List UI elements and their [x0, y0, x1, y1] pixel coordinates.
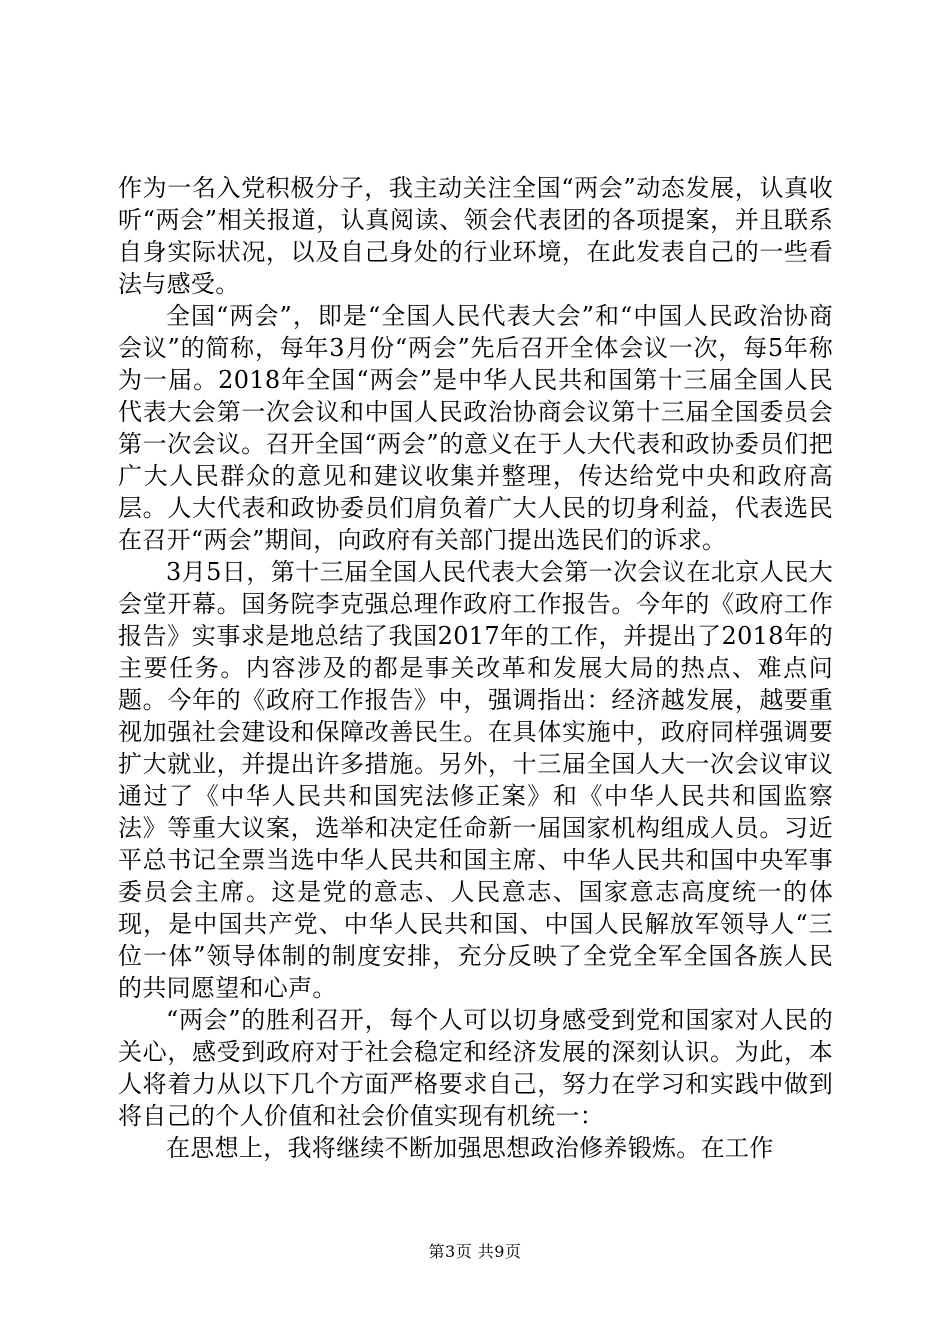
paragraph-ideology: 在思想上，我将继续不断加强思想政治修养锻炼。在工作 [166, 1134, 774, 1162]
page-number: 第3页 共9页 [428, 1242, 522, 1261]
page-footer [0, 1242, 950, 1262]
paragraph-two-sessions-definition: 全国“两会”，即是“全国人民代表大会”和“中国人民政治协商会议”的简称，每年3月份“两会”先后召开全体会议一次，每5年称为一届。2018年全国“两会”是中华人民共和国第十三届全国人民代表大会第一次会议和中国人民政治协商会议第十三届全国委员会第一次会议。召开全国“两会”的意义在于人大代表和政协委员们把广大人民群众的意见和建议收集并整理，传达给党中央和政府高层。人大代表和政协委员们肩负着广大人民的切身利益，代表选民在召开“两会”期间，向政府有关部门提出选民们的诉求。 [118, 302, 833, 554]
paragraph-intro: 作为一名入党积极分子，我主动关注全国“两会”动态发展，认真收听“两会”相关报道，认真阅读、领会代表团的各项提案，并且联系自身实际状况，以及自己身处的行业环境，在此发表自己的一些看法与感受。 [118, 174, 833, 298]
paragraph-government-report: 3月5日，第十三届全国人民代表大会第一次会议在北京人民大会堂开幕。国务院李克强总理作政府工作报告。今年的《政府工作报告》实事求是地总结了我国2017年的工作，并提出了2018年的主要任务。内容涉及的都是事关改革和发展大局的热点、难点问题。今年的《政府工作报告》中，强调指出：经济越发展，越要重视加强社会建设和保障改善民生。在具体实施中，政府同样强调要扩大就业，并提出许多措施。另外，十三届全国人大一次会议审议通过了《中华人民共和国宪法修正案》和《中华人民共和国监察法》等重大议案，选举和决定任命新一届国家机构组成人员。习近平总书记全票当选中华人民共和国主席、中华人民共和国中央军事委员会主席。这是党的意志、人民意志、国家意志高度统一的体现，是中国共产党、中华人民共和国、中国人民解放军领导人“三位一体”领导体制的制度安排，充分反映了全党全军全国各族人民的共同愿望和心声。 [118, 558, 833, 1002]
paragraph-personal-commitment: “两会”的胜利召开，每个人可以切身感受到党和国家对人民的关心，感受到政府对于社会稳定和经济发展的深刻认识。为此，本人将着力从以下几个方面严格要求自己，努力在学习和实践中做到将自己的个人价值和社会价值实现有机统一： [118, 1006, 833, 1130]
document-body [118, 172, 833, 1164]
